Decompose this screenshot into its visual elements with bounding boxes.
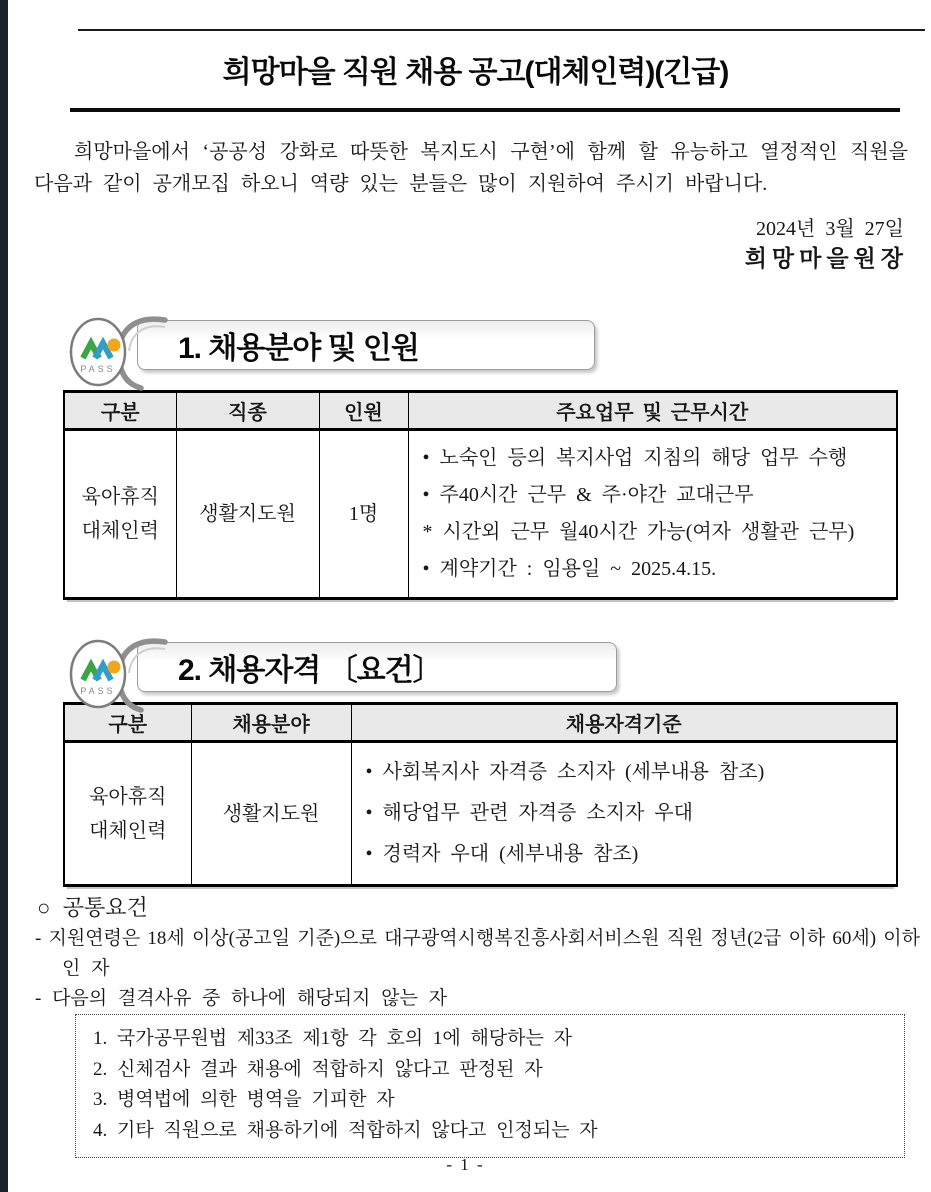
- signature-director: 희망마을원장: [744, 246, 908, 271]
- criteria-item: • 경력자 우대 (세부내용 참조): [365, 843, 639, 865]
- cell-duties: [408, 430, 897, 599]
- title-underline-rule: [70, 108, 900, 112]
- cell-category: [64, 742, 191, 886]
- qualification-table: [63, 702, 898, 887]
- logo-swoosh-highlight: [129, 326, 165, 351]
- cell-job: 생활지도원: [176, 430, 319, 599]
- criteria-item: • 해당업무 관련 자격증 소지자 우대: [365, 802, 693, 824]
- intro-paragraph: 희망마을에서 ‘공공성 강화로 따뜻한 복지도시 구현’에 함께 할 유능하고 열정적인 직원을 다음과 같이 공개모집 하오니 역량 있는 분들은 많이 지원하여 주시기 바랍니다.: [34, 141, 908, 195]
- col-header-category: 구분: [64, 392, 176, 430]
- disqualification-item: 2. 신체검사 결과 채용에 적합하지 않다고 판정된 자: [93, 1058, 543, 1080]
- criteria-item: • 사회복지사 자격증 소지자 (세부내용 참조): [365, 761, 765, 783]
- cell-job: 생활지도원: [191, 742, 351, 886]
- logo-swoosh-highlight: [129, 648, 165, 673]
- pass-logo-icon: [63, 312, 175, 394]
- requirement-line-continued: 인 자: [62, 958, 110, 979]
- cell-criteria: [351, 742, 897, 886]
- logo-dot-orange: [108, 339, 121, 352]
- page-title: 희망마을 직원 채용 공고(대체인력)(긴급): [222, 56, 729, 89]
- section-2-title-box: [137, 642, 617, 692]
- top-rule: [78, 29, 925, 31]
- duty-item: • 노숙인 등의 복지사업 지침의 해당 업무 수행: [422, 447, 848, 469]
- requirement-line: - 다음의 결격사유 중 하나에 해당되지 않는 자: [35, 988, 447, 1009]
- duty-item: * 시간외 근무 월40시간 가능(여자 생활관 근무): [422, 521, 855, 543]
- duty-item: • 계약기간 : 임용일 ~ 2025.4.15.: [422, 558, 717, 580]
- col-header-job: 직종: [176, 392, 319, 430]
- section-2-title: 2. 채용자격 〔요건〕: [178, 654, 442, 687]
- col-header-category: 구분: [64, 704, 191, 742]
- cell-category: [64, 430, 176, 599]
- cell-count: 1명: [319, 430, 408, 599]
- col-header-criteria: 채용자격기준: [351, 704, 897, 742]
- pass-logo-icon: [63, 634, 175, 716]
- announcement-date: 2024년 3월 27일: [756, 218, 904, 240]
- table-row: [64, 430, 897, 599]
- table-row: [64, 742, 897, 886]
- common-requirements-heading: ○ 공통요건: [37, 895, 148, 920]
- duty-item: • 주40시간 근무 & 주·야간 교대근무: [422, 484, 754, 506]
- col-header-count: 인원: [319, 392, 408, 430]
- disqualification-box: [75, 1014, 905, 1158]
- logo-pass-label: PASS: [80, 686, 116, 696]
- category-line: 대체인력: [81, 520, 159, 542]
- page-number: - 1 -: [446, 1155, 485, 1174]
- category-line: 육아휴직: [89, 785, 167, 808]
- table-header-row: [64, 392, 897, 430]
- category-line: 육아휴직: [81, 486, 159, 508]
- scan-edge-bar: [0, 0, 8, 1192]
- recruitment-field-table: [63, 390, 898, 600]
- table-header-row: [64, 704, 897, 742]
- section-1-title-box: [137, 320, 595, 370]
- disqualification-item: 1. 국가공무원법 제33조 제1항 각 호의 1에 해당하는 자: [93, 1028, 572, 1049]
- category-line: 대체인력: [89, 819, 167, 842]
- disqualification-item: 3. 병역법에 의한 병역을 기피한 자: [93, 1089, 395, 1110]
- col-header-duties: 주요업무 및 근무시간: [408, 392, 897, 430]
- disqualification-item: 4. 기타 직원으로 채용하기에 적합하지 않다고 인정되는 자: [93, 1119, 598, 1141]
- section-1-header: [63, 312, 643, 394]
- logo-dot-orange: [108, 661, 121, 674]
- section-1-title: 1. 채용분야 및 인원: [178, 332, 419, 365]
- requirement-line: - 지원연령은 18세 이상(공고일 기준)으로 대구광역시행복진흥사회서비스원 직원 정년(2급 이하 60세) 이하: [35, 928, 920, 949]
- col-header-field: 채용분야: [191, 704, 351, 742]
- logo-pass-label: PASS: [80, 364, 116, 374]
